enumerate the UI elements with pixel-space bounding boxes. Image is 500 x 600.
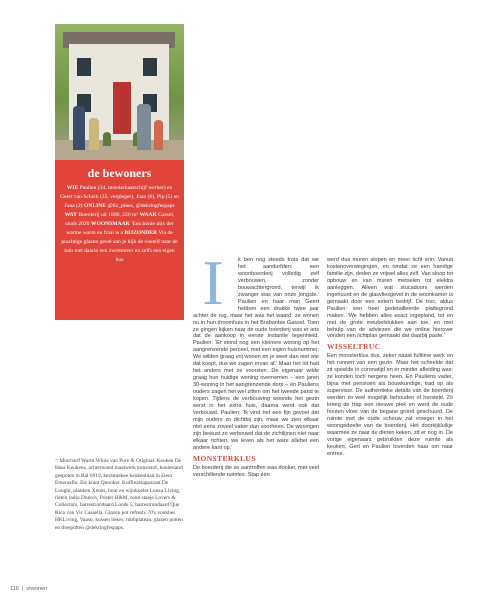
drop-cap: I	[202, 247, 224, 318]
article-column-1	[193, 247, 319, 479]
woonsmaak-label: WOONSMAAK	[90, 221, 131, 227]
person	[73, 106, 85, 150]
window	[77, 58, 91, 76]
article-column-2	[327, 257, 453, 458]
person	[89, 118, 99, 150]
family-photo	[55, 24, 184, 160]
residents-details	[60, 184, 179, 265]
online-label: ONLINE	[83, 203, 107, 209]
article-paragraph: werd dus muren slopen en meer licht erin. Vanuit kostenoverwegingen, en omdat ze een handige familie zijn, deden ze vrijwel alles zelf. Van sloop tot opbouw en van muren metselen tot elektra aanleggen. Alleen wat stucadoors werden ingehuurd en de glasvliesgevel in de woonkamer is gemaakt door een extern bedrijf. De truc, aldus Paulien: een heel gedetailleerde plattegrond maken. 'We hebben alles exact ingepland, tot en met de grote meubelstukken aan toe, en met behulp van de adviezen die we online hierover vonden een lichtplan gemaakt dat daarbij paste.'	[327, 257, 453, 340]
person	[137, 104, 151, 150]
subhead-wisseltruc: WISSELTRUC	[327, 342, 381, 352]
wat-label: WAT	[64, 212, 78, 218]
red-front-door	[113, 82, 131, 134]
wat-text: Boerderij uit 1890, 220 m²	[78, 212, 139, 218]
page-footer	[10, 586, 210, 592]
woonsmaak-text: 'Een bonte mix der warme warm en fraai is a	[66, 221, 174, 236]
magazine-name: vtwonen	[26, 586, 48, 592]
residents-heading: de bewoners	[87, 166, 152, 180]
wie-label: WIE	[66, 185, 79, 191]
footer-separator: |	[21, 586, 24, 592]
waar-label: WAAR	[139, 212, 157, 218]
article-paragraph: Een monsterklus dus, zeker naast fulltime werk en het runnen van een gezin. Maar het scheelde dat zit speelde in coronatijd en er minder afleiding was: ze konden toch nergens heen. En Pauliens vader, bijna met pensioen als bouwkundige, trad op als supervisor. De authentieke details van de boerderij werden zo veel mogelijk behouden of hersteld. Zo kreeg de trap een nieuwe plek en werd de oude houten vloer van de begane grond geschuurd. De ruimte met de oude schouw zat vroeger in het woongedeelte van de boerderij. Het doorkijkluikje waarmee ze naar de dieren keken, zit er nog in. De vorige eigenaars gebruikten deze ruimte als keuken, Gert en Paulien toverden haar om naar entree.	[327, 353, 453, 457]
plant-pot	[103, 132, 111, 146]
person	[154, 120, 163, 150]
bijzonder-label: BIJZONDER	[124, 230, 157, 236]
wie-text: Paulien (34, moederhaarschijf werker) en Geert van Scheik (35, verpleger), Juan (6), Pip (5) en Juna (2)	[60, 185, 179, 209]
photo-caption: < Muurverf Warm White van Pure & Original. Keuken De Haar Keukens, achterwand maatwerk kunststof, koelestand gespoten in Ral 6019, keramiekee keukenblad in kleur Emeraaflo. Ets krant Quooker. Koffiezetapparaat De Longhi, planken Xenos, hout en wijnkoelet Lonza Living, rieten radio Dnnrov, Poster H&M, rond staeje Lovers & Collectors, barrestrondaard Loods 5, barrestrondaard Que Rico van Vic Cassella. Glazen pot refresh, 70's vonkhes HKLiving, Vaasn, kussen beker, rubbplateau, glazen potten en theepotten @dekringfespaps.	[55, 458, 183, 531]
article-paragraph: De boerderij die ze aantroffen was donker, met veel verschillende ruimtes. Stap één	[193, 464, 319, 478]
page-number: 116	[10, 586, 19, 592]
waar-text: Gassel, sinds 2020	[65, 212, 175, 227]
article-intro: k ben nog steeds trots dat we het aandurfden: een woonboerderij volledig zelf verbouwen, zonder bouwachtergrond, terwijl ik zwanger was van onze jongste.' Paulien en haar man Geert hebben een drukke twee jaar achter de rug, maar het was het waard: ze wonen nu in hun droomhuis in het Brabantse Gassel. Toen ze gingen kijken naar de oude boerderij was er iets dat de aankoop in eerste instantie tegenhield. Paulien: 'Er stond nog een kleinere woning op het aangrenzende perceel, met een eigen huisnummer. We wilden graag vrij wonen en je weet dan niet wie dat koopt, dus we zagen ervan af.' Maar het lot had het anders met ze voorzien. De eigenaar wilde graag hun huidige woning overnemen – een jaren 30-woning in het aangrenzende dorp – én Pauliens ouders zagen het wel zitten om het tweede pand te kopen. Tijdens de verbouwing woonde het gezin eerst in het extra huis, daarna werd ook dat verbouwd. Paulien: 'Ik vind het een fijn gevoel dat mijn ouders zo dichtbij zijn, maar we zien elkaar niet eens zoveel vaker dan voorheen. De woningen zijn bewust zo verbouwd dat de zichtlijnen niet naar elkaar richten, we leven als het ware allebei een andere kant op.'	[193, 257, 319, 451]
window	[143, 58, 157, 76]
subhead-monsterklus: MONSTERKLUS	[193, 453, 256, 463]
online-text: @liz_pines, @dekringfespaps	[107, 203, 175, 209]
residents-info-box	[55, 160, 184, 320]
bijzonder-text: Via de prachtige glazen gevel aan je kijk de voetelf naar de tuin met daarin een zwemmeer en zelfs een eigen bos	[61, 230, 178, 263]
